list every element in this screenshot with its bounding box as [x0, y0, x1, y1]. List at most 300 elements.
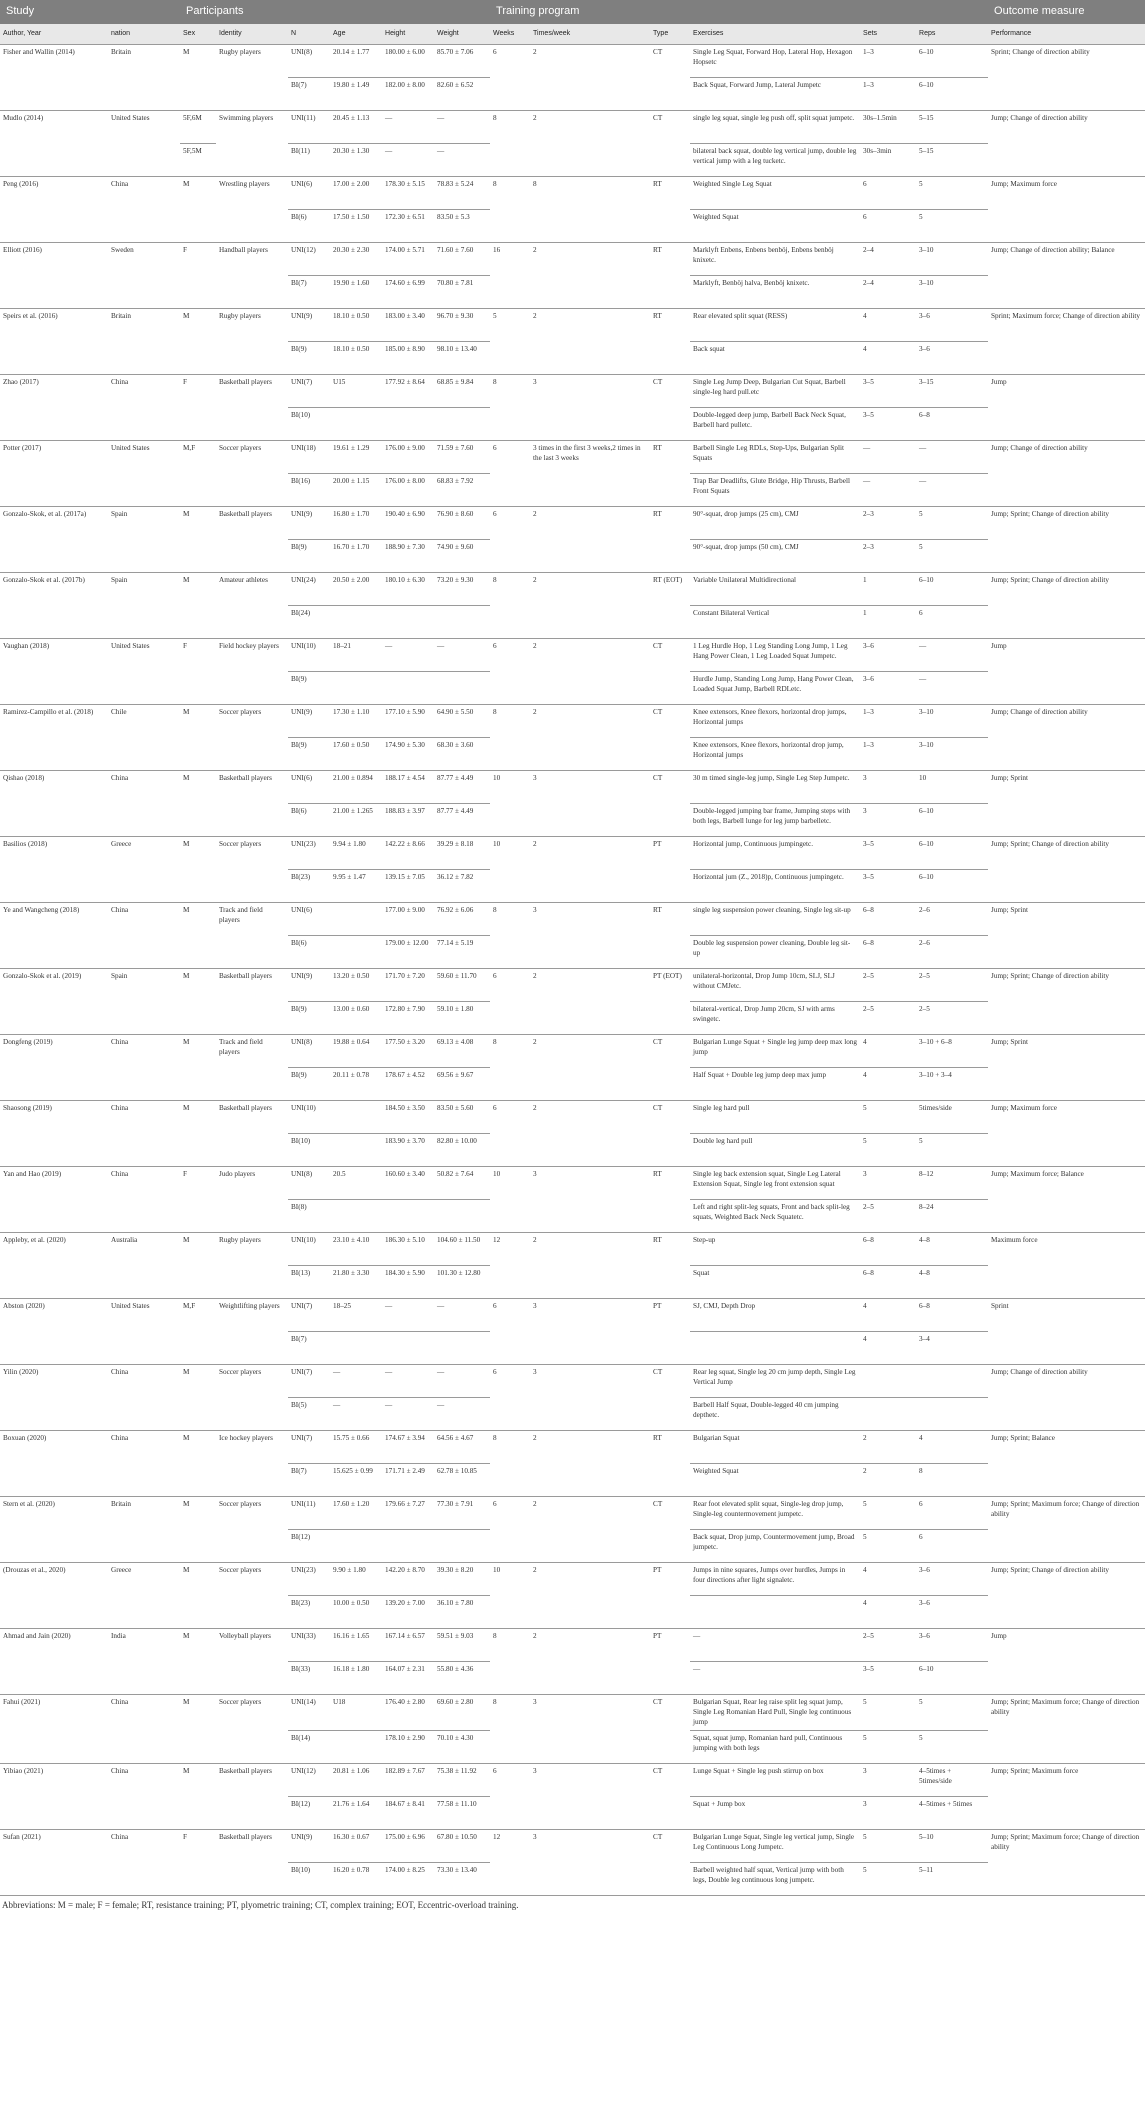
n-cell: BI(9)	[288, 1001, 330, 1034]
table-row	[0, 1763, 1145, 1796]
sets-cell: 4	[860, 1562, 916, 1595]
type-cell: CT	[650, 704, 690, 770]
weight-cell	[434, 671, 490, 704]
height-cell: 139.15 ± 7.05	[382, 869, 434, 902]
age-cell	[330, 902, 382, 935]
sets-cell: 2–5	[860, 1001, 916, 1034]
height-cell: 177.10 ± 5.90	[382, 704, 434, 737]
height-cell: 179.00 ± 12.00	[382, 935, 434, 968]
nation-cell: China	[108, 1829, 180, 1895]
exercises-cell: Step-up	[690, 1232, 860, 1265]
sex-cell: M	[180, 704, 216, 770]
column-header: Performance	[988, 24, 1145, 44]
performance-cell: Sprint; Maximum force; Change of direction ability	[988, 308, 1145, 374]
exercises-cell: Variable Unilateral Multidirectional	[690, 572, 860, 605]
reps-cell: 8–24	[916, 1199, 988, 1232]
reps-cell: 3–4	[916, 1331, 988, 1364]
age-cell: 20.11 ± 0.78	[330, 1067, 382, 1100]
age-cell: 15.625 ± 0.99	[330, 1463, 382, 1496]
exercises-cell: Horizontal jum (Z., 2018)p, Continuous jumpingetc.	[690, 869, 860, 902]
age-cell: 16.16 ± 1.65	[330, 1628, 382, 1661]
exercises-cell: Squat, squat jump, Romanian hard pull, Continuous jumping with both legs	[690, 1730, 860, 1763]
sex-cell: M	[180, 836, 216, 902]
times-per-week-cell: 3	[530, 1829, 650, 1895]
nation-cell: China	[108, 1100, 180, 1166]
reps-cell: 3–10	[916, 704, 988, 737]
group-header-outcome-measure: Outcome measure	[988, 0, 1145, 24]
n-cell: BI(6)	[288, 803, 330, 836]
height-cell: 164.07 ± 2.31	[382, 1661, 434, 1694]
table-row	[0, 308, 1145, 341]
type-cell: CT	[650, 1694, 690, 1763]
times-per-week-cell: 2	[530, 1562, 650, 1628]
author-cell: Yilin (2020)	[0, 1364, 108, 1430]
age-cell: 20.30 ± 2.30	[330, 242, 382, 275]
age-cell	[330, 605, 382, 638]
nation-cell: Britain	[108, 44, 180, 110]
sets-cell: 30s–1.5min	[860, 110, 916, 143]
weight-cell: 77.14 ± 5.19	[434, 935, 490, 968]
height-cell: 177.00 ± 9.00	[382, 902, 434, 935]
n-cell: UNI(11)	[288, 1496, 330, 1529]
n-cell: UNI(9)	[288, 506, 330, 539]
exercises-cell: bilateral-vertical, Drop Jump 20cm, SJ with arms swingetc.	[690, 1001, 860, 1034]
weight-cell: 82.80 ± 10.00	[434, 1133, 490, 1166]
column-header: Sex	[180, 24, 216, 44]
height-cell: 142.22 ± 8.66	[382, 836, 434, 869]
performance-cell: Jump; Change of direction ability	[988, 440, 1145, 506]
identity-cell: Amateur athletes	[216, 572, 288, 638]
weight-cell: 73.30 ± 13.40	[434, 1862, 490, 1895]
type-cell: PT	[650, 1298, 690, 1364]
nation-cell: China	[108, 1694, 180, 1763]
n-cell: BI(7)	[288, 275, 330, 308]
sets-cell	[860, 1364, 916, 1397]
weight-cell	[434, 1199, 490, 1232]
performance-cell: Jump; Change of direction ability	[988, 1364, 1145, 1430]
exercises-cell	[690, 1331, 860, 1364]
weight-cell	[434, 407, 490, 440]
exercises-cell: Marklyft, Benböj halva, Benböj knixetc.	[690, 275, 860, 308]
performance-cell: Jump; Change of direction ability; Balance	[988, 242, 1145, 308]
author-cell: Gonzalo-Skok et al. (2017b)	[0, 572, 108, 638]
column-header: Sets	[860, 24, 916, 44]
weeks-cell: 16	[490, 242, 530, 308]
sex-cell: M	[180, 1430, 216, 1496]
performance-cell: Jump; Sprint; Maximum force	[988, 1763, 1145, 1829]
sets-cell: 4	[860, 1298, 916, 1331]
sets-cell: 2–3	[860, 539, 916, 572]
identity-cell: Soccer players	[216, 836, 288, 902]
author-cell: (Drouzas et al., 2020)	[0, 1562, 108, 1628]
weeks-cell: 8	[490, 176, 530, 242]
sets-cell: 5	[860, 1694, 916, 1730]
sex-cell: M	[180, 1034, 216, 1100]
identity-cell: Track and field players	[216, 1034, 288, 1100]
height-cell: —	[382, 143, 434, 176]
reps-cell: 2–5	[916, 1001, 988, 1034]
table-row	[0, 1628, 1145, 1661]
nation-cell: United States	[108, 440, 180, 506]
exercises-cell: Single Leg Jump Deep, Bulgarian Cut Squat, Barbell single-leg hard pull.etc	[690, 374, 860, 407]
age-cell	[330, 935, 382, 968]
age-cell: 13.00 ± 0.60	[330, 1001, 382, 1034]
weight-cell: 69.56 ± 9.67	[434, 1067, 490, 1100]
times-per-week-cell: 2	[530, 1496, 650, 1562]
sets-cell	[860, 1397, 916, 1430]
table-row	[0, 440, 1145, 473]
height-cell: 174.67 ± 3.94	[382, 1430, 434, 1463]
author-cell: Yan and Hao (2019)	[0, 1166, 108, 1232]
exercises-cell: Constant Bilateral Vertical	[690, 605, 860, 638]
exercises-cell: Single leg back extension squat, Single Leg Lateral Extension Squat, Single leg front extension squat	[690, 1166, 860, 1199]
times-per-week-cell: 3	[530, 374, 650, 440]
nation-cell: Britain	[108, 1496, 180, 1562]
nation-cell: China	[108, 902, 180, 968]
reps-cell: 3–10 + 6–8	[916, 1034, 988, 1067]
weight-cell: 74.90 ± 9.60	[434, 539, 490, 572]
type-cell: CT	[650, 110, 690, 176]
performance-cell: Jump; Sprint; Balance	[988, 1430, 1145, 1496]
table-row	[0, 638, 1145, 671]
n-cell: BI(14)	[288, 1730, 330, 1763]
n-cell: BI(6)	[288, 935, 330, 968]
n-cell: BI(9)	[288, 539, 330, 572]
sets-cell: 3–5	[860, 374, 916, 407]
height-cell: 182.89 ± 7.67	[382, 1763, 434, 1796]
reps-cell: 4–8	[916, 1232, 988, 1265]
weight-cell: 83.50 ± 5.60	[434, 1100, 490, 1133]
sets-cell: 2–5	[860, 1628, 916, 1661]
table-row	[0, 1562, 1145, 1595]
exercises-cell: Jumps in nine squares, Jumps over hurdles, Jumps in four directions after light signaletc.	[690, 1562, 860, 1595]
sex-cell: M	[180, 770, 216, 836]
age-cell: 17.60 ± 1.20	[330, 1496, 382, 1529]
author-cell: Potter (2017)	[0, 440, 108, 506]
weight-cell: 85.70 ± 7.06	[434, 44, 490, 77]
reps-cell: 5	[916, 1133, 988, 1166]
reps-cell: 4–5times + 5times/side	[916, 1763, 988, 1796]
identity-cell: Weightlifting players	[216, 1298, 288, 1364]
author-cell: Speirs et al. (2016)	[0, 308, 108, 374]
group-header-study: Study	[0, 0, 180, 24]
sex-cell: M,F	[180, 1298, 216, 1364]
sets-cell: —	[860, 440, 916, 473]
reps-cell: 6–10	[916, 77, 988, 110]
performance-cell: Jump; Sprint; Change of direction ability	[988, 1562, 1145, 1628]
identity-cell: Soccer players	[216, 704, 288, 770]
weight-cell: 36.12 ± 7.82	[434, 869, 490, 902]
type-cell: RT	[650, 1232, 690, 1298]
sets-cell: 2–5	[860, 1199, 916, 1232]
performance-cell: Jump; Sprint	[988, 902, 1145, 968]
identity-cell: Basketball players	[216, 506, 288, 572]
exercises-cell: Barbell weighted half squat, Vertical jump with both legs, Double leg continuous long jumpetc.	[690, 1862, 860, 1895]
reps-cell: 6	[916, 605, 988, 638]
exercises-cell: —	[690, 1628, 860, 1661]
sets-cell: 3	[860, 803, 916, 836]
performance-cell: Jump	[988, 374, 1145, 440]
weight-cell: 39.30 ± 8.20	[434, 1562, 490, 1595]
type-cell: RT	[650, 506, 690, 572]
reps-cell: 6	[916, 1529, 988, 1562]
sets-cell: 6	[860, 209, 916, 242]
times-per-week-cell: 3	[530, 1298, 650, 1364]
reps-cell: 3–10	[916, 275, 988, 308]
identity-cell: Ice hockey players	[216, 1430, 288, 1496]
weeks-cell: 6	[490, 506, 530, 572]
times-per-week-cell: 2	[530, 968, 650, 1034]
author-cell: Peng (2016)	[0, 176, 108, 242]
weight-cell: 39.29 ± 8.18	[434, 836, 490, 869]
weight-cell: 73.20 ± 9.30	[434, 572, 490, 605]
age-cell	[330, 671, 382, 704]
sex-cell: M	[180, 572, 216, 638]
age-cell: 18–21	[330, 638, 382, 671]
weight-cell: 59.51 ± 9.03	[434, 1628, 490, 1661]
author-cell: Zhao (2017)	[0, 374, 108, 440]
identity-cell: Basketball players	[216, 1763, 288, 1829]
weeks-cell: 10	[490, 1562, 530, 1628]
weeks-cell: 6	[490, 1496, 530, 1562]
type-cell: RT	[650, 440, 690, 506]
exercises-cell: Back squat	[690, 341, 860, 374]
exercises-cell: 30 m timed single-leg jump, Single Leg Step Jumpetc.	[690, 770, 860, 803]
reps-cell: 5–10	[916, 1829, 988, 1862]
performance-cell: Jump; Maximum force	[988, 1100, 1145, 1166]
age-cell: 9.90 ± 1.80	[330, 1562, 382, 1595]
height-cell: 167.14 ± 6.57	[382, 1628, 434, 1661]
weight-cell: 101.30 ± 12.80	[434, 1265, 490, 1298]
weeks-cell: 10	[490, 836, 530, 902]
age-cell	[330, 1529, 382, 1562]
reps-cell: 5–15	[916, 143, 988, 176]
age-cell: 20.14 ± 1.77	[330, 44, 382, 77]
nation-cell: China	[108, 1364, 180, 1430]
sets-cell: 4	[860, 1595, 916, 1628]
identity-cell: Wrestling players	[216, 176, 288, 242]
exercises-cell: Squat	[690, 1265, 860, 1298]
n-cell: UNI(9)	[288, 308, 330, 341]
weight-cell: 68.30 ± 3.60	[434, 737, 490, 770]
exercises-cell: Barbell Single Leg RDLs, Step-Ups, Bulgarian Split Squats	[690, 440, 860, 473]
height-cell: 182.00 ± 8.00	[382, 77, 434, 110]
weight-cell: 87.77 ± 4.49	[434, 803, 490, 836]
age-cell: 9.95 ± 1.47	[330, 869, 382, 902]
age-cell: —	[330, 1397, 382, 1430]
weight-cell: 71.60 ± 7.60	[434, 242, 490, 275]
times-per-week-cell: 2	[530, 638, 650, 704]
height-cell: 183.00 ± 3.40	[382, 308, 434, 341]
height-cell: 174.00 ± 5.71	[382, 242, 434, 275]
n-cell: UNI(8)	[288, 1034, 330, 1067]
exercises-cell: Back Squat, Forward Jump, Lateral Jumpetc	[690, 77, 860, 110]
type-cell: RT	[650, 308, 690, 374]
sex-cell: 5F,6M	[180, 110, 216, 143]
sets-cell: 2–4	[860, 242, 916, 275]
type-cell: CT	[650, 1763, 690, 1829]
n-cell: UNI(9)	[288, 1829, 330, 1862]
author-cell: Ramirez-Campillo et al. (2018)	[0, 704, 108, 770]
reps-cell: 5	[916, 176, 988, 209]
weight-cell: —	[434, 1397, 490, 1430]
height-cell: 174.90 ± 5.30	[382, 737, 434, 770]
exercises-cell: Left and right split-leg squats, Front and back split-leg squats, Weighted Back Neck Squatetc.	[690, 1199, 860, 1232]
sets-cell: 6–8	[860, 1232, 916, 1265]
n-cell: BI(10)	[288, 407, 330, 440]
author-cell: Abston (2020)	[0, 1298, 108, 1364]
weight-cell: —	[434, 143, 490, 176]
column-header: Age	[330, 24, 382, 44]
identity-cell: Soccer players	[216, 1364, 288, 1430]
height-cell: 171.71 ± 2.49	[382, 1463, 434, 1496]
author-cell: Ye and Wangcheng (2018)	[0, 902, 108, 968]
reps-cell	[916, 1397, 988, 1430]
n-cell: BI(33)	[288, 1661, 330, 1694]
exercises-cell: Rear leg squat, Single leg 20 cm jump depth, Single Leg Vertical Jump	[690, 1364, 860, 1397]
exercises-cell: Barbell Half Squat, Double-legged 40 cm jumping depthetc.	[690, 1397, 860, 1430]
sex-cell: F	[180, 1166, 216, 1232]
author-cell: Boxuan (2020)	[0, 1430, 108, 1496]
identity-cell: Basketball players	[216, 374, 288, 440]
table-row	[0, 1034, 1145, 1067]
n-cell: UNI(24)	[288, 572, 330, 605]
n-cell: UNI(10)	[288, 638, 330, 671]
reps-cell: 6–10	[916, 1661, 988, 1694]
weeks-cell: 8	[490, 1034, 530, 1100]
performance-cell: Jump; Sprint; Change of direction ability	[988, 572, 1145, 638]
times-per-week-cell: 3	[530, 1694, 650, 1763]
n-cell: UNI(10)	[288, 1232, 330, 1265]
performance-cell: Jump; Maximum force; Balance	[988, 1166, 1145, 1232]
weight-cell: 50.82 ± 7.64	[434, 1166, 490, 1199]
type-cell: PT (EOT)	[650, 968, 690, 1034]
type-cell: RT (EOT)	[650, 572, 690, 638]
exercises-cell: Bulgarian Lunge Squat + Single leg jump deep max long jump	[690, 1034, 860, 1067]
author-cell: Stern et al. (2020)	[0, 1496, 108, 1562]
times-per-week-cell: 3	[530, 770, 650, 836]
reps-cell: 5	[916, 1730, 988, 1763]
exercises-cell: single leg suspension power cleaning, Single leg sit-up	[690, 902, 860, 935]
age-cell: U18	[330, 1694, 382, 1730]
age-cell	[330, 1199, 382, 1232]
type-cell: RT	[650, 1430, 690, 1496]
n-cell: UNI(7)	[288, 1430, 330, 1463]
times-per-week-cell: 2	[530, 1430, 650, 1496]
author-cell: Vaughan (2018)	[0, 638, 108, 704]
n-cell: BI(7)	[288, 1463, 330, 1496]
times-per-week-cell: 2	[530, 308, 650, 374]
exercises-cell: Rear elevated split squat (RESS)	[690, 308, 860, 341]
age-cell: 17.30 ± 1.10	[330, 704, 382, 737]
age-cell: U15	[330, 374, 382, 407]
sets-cell: 5	[860, 1529, 916, 1562]
height-cell: 178.67 ± 4.52	[382, 1067, 434, 1100]
header-group-row	[0, 0, 1145, 24]
identity-cell: Rugby players	[216, 308, 288, 374]
n-cell: BI(9)	[288, 671, 330, 704]
sex-cell: F	[180, 374, 216, 440]
height-cell: 142.20 ± 8.70	[382, 1562, 434, 1595]
sex-cell: 5F,5M	[180, 143, 216, 176]
age-cell: 21.00 ± 1.265	[330, 803, 382, 836]
nation-cell: China	[108, 1166, 180, 1232]
table-row	[0, 374, 1145, 407]
exercises-cell: 1 Leg Hurdle Hop, 1 Leg Standing Long Jump, 1 Leg Hang Power Clean, 1 Leg Loaded Squat Jumpetc.	[690, 638, 860, 671]
identity-cell: Judo players	[216, 1166, 288, 1232]
exercises-cell: Weighted Squat	[690, 1463, 860, 1496]
column-header: Times/week	[530, 24, 650, 44]
sets-cell: 2–4	[860, 275, 916, 308]
table-row	[0, 902, 1145, 935]
n-cell: UNI(9)	[288, 968, 330, 1001]
performance-cell: Jump; Sprint; Maximum force; Change of direction ability	[988, 1694, 1145, 1763]
weeks-cell: 10	[490, 1166, 530, 1232]
height-cell	[382, 407, 434, 440]
header-column-row	[0, 24, 1145, 44]
nation-cell: United States	[108, 1298, 180, 1364]
height-cell: 180.10 ± 6.30	[382, 572, 434, 605]
weight-cell: 87.77 ± 4.49	[434, 770, 490, 803]
height-cell: 188.83 ± 3.97	[382, 803, 434, 836]
times-per-week-cell: 3 times in the first 3 weeks,2 times in the last 3 weeks	[530, 440, 650, 506]
sex-cell: M	[180, 902, 216, 968]
reps-cell: 5	[916, 539, 988, 572]
exercises-cell: 90°-squat, drop jumps (25 cm), CMJ	[690, 506, 860, 539]
n-cell: BI(13)	[288, 1265, 330, 1298]
sets-cell: 3–6	[860, 638, 916, 671]
exercises-cell: Hurdle Jump, Standing Long Jump, Hang Power Clean, Loaded Squat Jump, Barbell RDLetc.	[690, 671, 860, 704]
sets-cell: 1–3	[860, 704, 916, 737]
performance-cell: Jump; Sprint; Maximum force; Change of direction ability	[988, 1829, 1145, 1895]
identity-cell: Rugby players	[216, 1232, 288, 1298]
exercises-cell: Double leg hard pull	[690, 1133, 860, 1166]
reps-cell: 2–6	[916, 902, 988, 935]
column-header: Height	[382, 24, 434, 44]
n-cell: UNI(7)	[288, 1298, 330, 1331]
weight-cell: 64.90 ± 5.50	[434, 704, 490, 737]
reps-cell: 8–12	[916, 1166, 988, 1199]
sex-cell: M	[180, 1364, 216, 1430]
exercises-cell: single leg squat, single leg push off, split squat jumpetc.	[690, 110, 860, 143]
age-cell: 19.88 ± 0.64	[330, 1034, 382, 1067]
weight-cell: 76.90 ± 8.60	[434, 506, 490, 539]
age-cell	[330, 1331, 382, 1364]
sets-cell: —	[860, 473, 916, 506]
sets-cell: 3	[860, 1166, 916, 1199]
reps-cell: 3–10	[916, 242, 988, 275]
nation-cell: Greece	[108, 836, 180, 902]
height-cell: 172.30 ± 6.51	[382, 209, 434, 242]
sets-cell: 2–3	[860, 506, 916, 539]
height-cell	[382, 1199, 434, 1232]
exercises-cell: unilateral-horizontal, Drop Jump 10cm, SLJ, SLJ without CMJetc.	[690, 968, 860, 1001]
author-cell: Yibiao (2021)	[0, 1763, 108, 1829]
sets-cell: 3	[860, 1796, 916, 1829]
identity-cell: Track and field players	[216, 902, 288, 968]
table-row	[0, 110, 1145, 143]
n-cell: UNI(6)	[288, 902, 330, 935]
sets-cell: 4	[860, 1067, 916, 1100]
age-cell: 18.10 ± 0.50	[330, 308, 382, 341]
table-row	[0, 1166, 1145, 1199]
reps-cell: —	[916, 671, 988, 704]
sex-cell: M	[180, 308, 216, 374]
performance-cell: Maximum force	[988, 1232, 1145, 1298]
weight-cell: 67.80 ± 10.50	[434, 1829, 490, 1862]
weight-cell: 83.50 ± 5.3	[434, 209, 490, 242]
performance-cell: Jump; Sprint	[988, 770, 1145, 836]
